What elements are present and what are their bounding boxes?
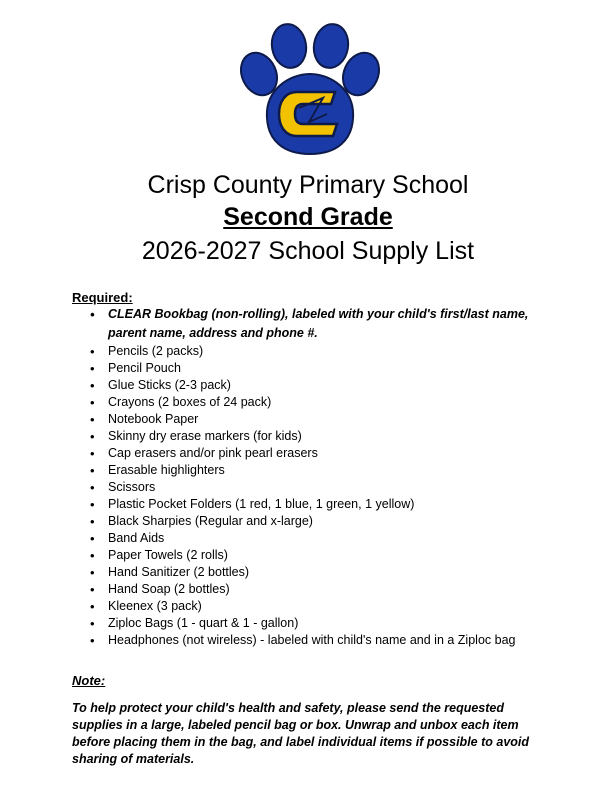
list-item: • Notebook Paper (88, 411, 568, 428)
list-item: • Ziploc Bags (1 - quart & 1 - gallon) (88, 615, 568, 632)
paw-print-logo-icon (237, 22, 383, 160)
list-item: • Band Aids (88, 530, 568, 547)
list-item: • Black Sharpies (Regular and x-large) (88, 513, 568, 530)
note-text: To help protect your child's health and safety, please send the requested supplies in a large, labeled pencil bag or box. Unwrap and unbox each item before placing them in the bag, and label individual items if possible to avoid sharing of materials. (72, 701, 530, 766)
title-block (0, 170, 616, 268)
list-item: • Hand Soap (2 bottles) (88, 581, 568, 598)
supply-list (88, 305, 568, 649)
list-item: • Paper Towels (2 rolls) (88, 547, 568, 564)
grade-heading: Second Grade (223, 203, 393, 231)
required-label: Required: (72, 290, 133, 305)
list-item: • Cap erasers and/or pink pearl erasers (88, 445, 568, 462)
list-item: • Pencils (2 packs) (88, 343, 568, 360)
list-item: • Headphones (not wireless) - labeled with child's name and in a Ziploc bag (88, 632, 568, 649)
list-item: • Hand Sanitizer (2 bottles) (88, 564, 568, 581)
list-item: • Glue Sticks (2-3 pack) (88, 377, 568, 394)
note-label: Note: (72, 673, 106, 688)
list-item: • Erasable highlighters (88, 462, 568, 479)
list-item: • Scissors (88, 479, 568, 496)
school-name: Crisp County Primary School (147, 171, 469, 199)
list-item: • Skinny dry erase markers (for kids) (88, 428, 568, 445)
list-item: • Plastic Pocket Folders (1 red, 1 blue, 1 green, 1 yellow) (88, 496, 568, 513)
list-item: • CLEAR Bookbag (non-rolling), labeled with your child's first/last name, parent name, address and phone #. (88, 305, 568, 343)
list-item: • Pencil Pouch (88, 360, 568, 377)
list-item: • Kleenex (3 pack) (88, 598, 568, 615)
list-item: • Crayons (2 boxes of 24 pack) (88, 394, 568, 411)
list-title: 2026-2027 School Supply List (141, 237, 475, 265)
